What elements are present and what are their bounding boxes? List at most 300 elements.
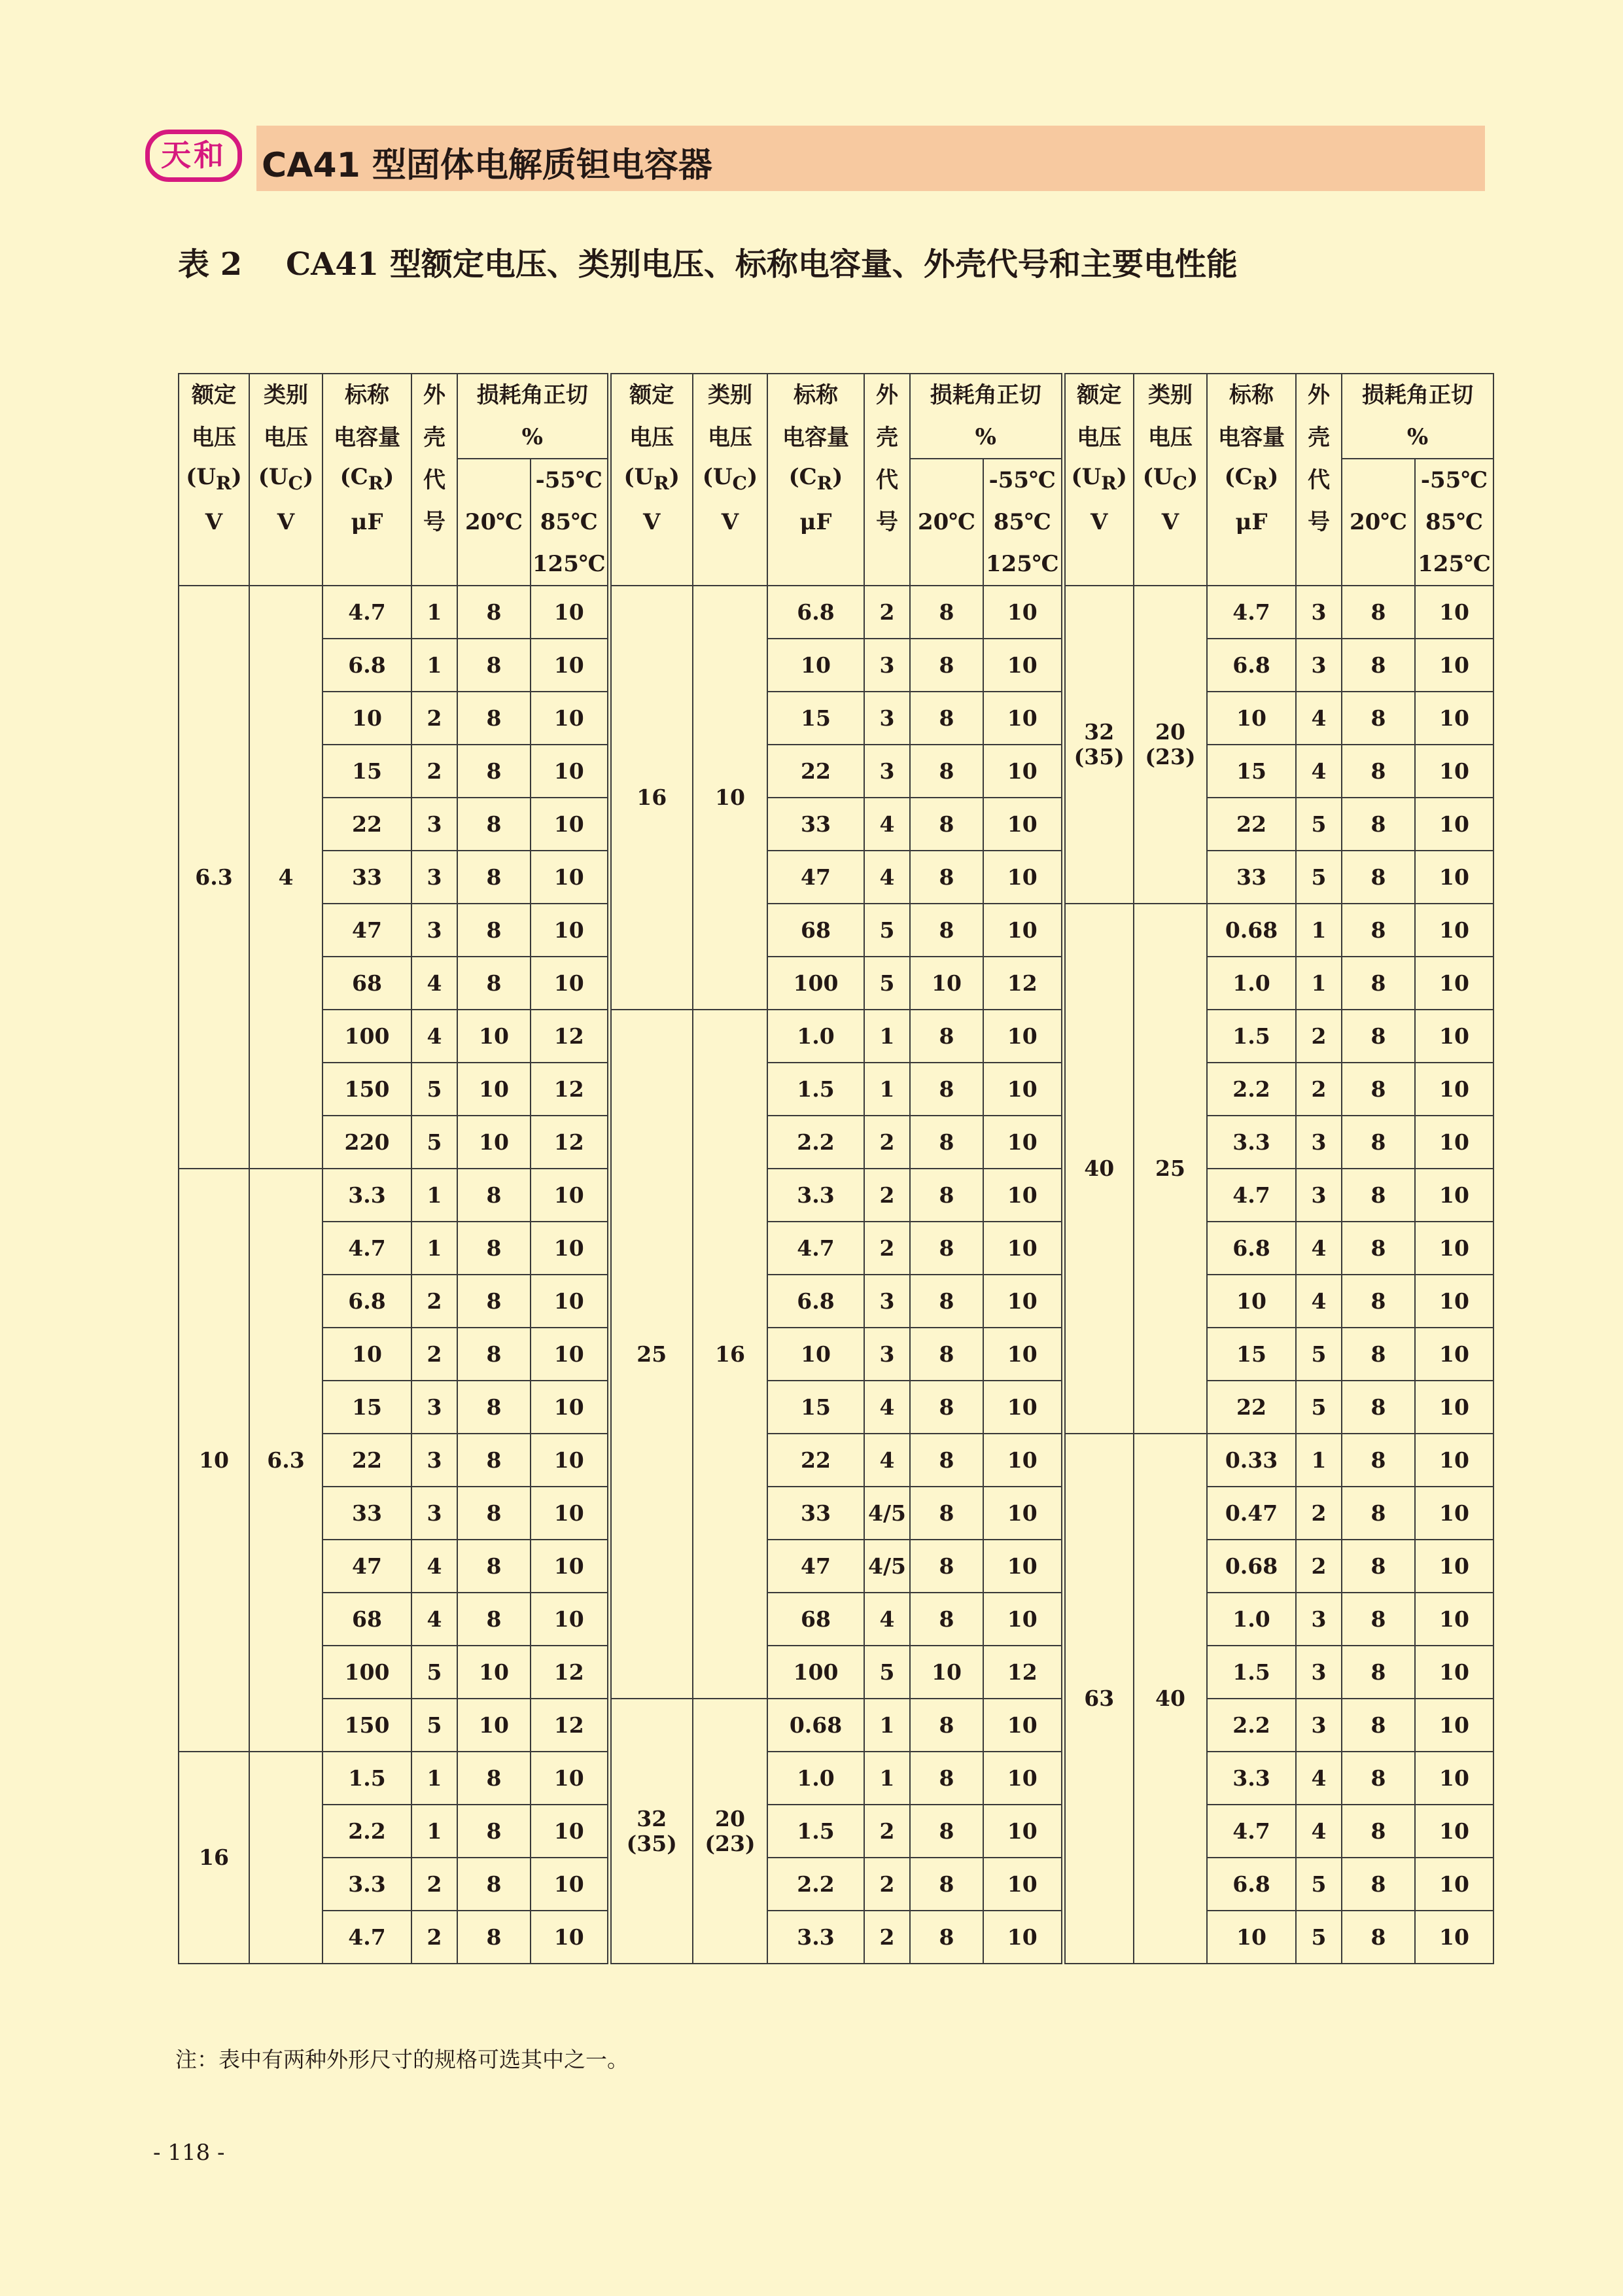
case-code-cell: 3 <box>1296 586 1342 639</box>
capacitance-cell: 33 <box>767 1487 864 1540</box>
header-loss-tangent: 损耗角正切 <box>910 374 1063 416</box>
capacitance-cell: 22 <box>767 745 864 798</box>
header-case-code: 壳 <box>864 416 910 459</box>
header-rated-voltage <box>179 543 249 586</box>
tan-range-cell: 10 <box>1415 851 1493 904</box>
capacitance-cell: 15 <box>323 745 411 798</box>
case-code-cell: 4 <box>1296 1275 1342 1328</box>
tan-20-cell: 8 <box>457 1805 531 1858</box>
tan-20-cell: 8 <box>1342 798 1415 851</box>
capacitance-cell: 6.8 <box>1207 1858 1296 1911</box>
capacitance-cell: 1.5 <box>767 1063 864 1116</box>
tan-20-cell: 8 <box>1342 1646 1415 1699</box>
capacitance-cell: 1.5 <box>1207 1010 1296 1063</box>
tan-range-cell: 10 <box>531 1911 609 1964</box>
capacitance-cell: 33 <box>767 798 864 851</box>
header-rated-voltage: 电压 <box>1063 416 1134 459</box>
tan-20-cell: 8 <box>1342 1487 1415 1540</box>
case-code-cell: 5 <box>411 1646 457 1699</box>
header-case-code: 号 <box>864 501 910 543</box>
header-case-code <box>1296 543 1342 586</box>
header-case-code: 壳 <box>411 416 457 459</box>
rated-voltage-cell: 32 (35) <box>609 1699 693 1964</box>
tan-range-cell: 12 <box>531 1116 609 1169</box>
table-row <box>179 1487 1493 1540</box>
case-code-cell: 5 <box>411 1116 457 1169</box>
case-code-cell: 3 <box>864 745 910 798</box>
tan-range-cell: 10 <box>531 692 609 745</box>
header-rated-voltage: $(U_R)$ <box>179 459 249 501</box>
header-category-voltage: V <box>1134 501 1207 543</box>
capacitance-cell: 0.33 <box>1207 1434 1296 1487</box>
tan-20-cell: 10 <box>457 1116 531 1169</box>
capacitance-cell: 2.2 <box>1207 1063 1296 1116</box>
header-case-code: 外 <box>1296 374 1342 416</box>
table-row <box>179 1169 1493 1222</box>
tan-20-cell: 8 <box>457 851 531 904</box>
table-row <box>179 1911 1493 1964</box>
header-capacitance: 电容量 <box>323 416 411 459</box>
tan-20-cell: 8 <box>457 1911 531 1964</box>
case-code-cell: 4 <box>864 1434 910 1487</box>
tan-range-cell: 10 <box>531 1169 609 1222</box>
tan-20-cell: 10 <box>457 1010 531 1063</box>
capacitance-cell: 2.2 <box>767 1858 864 1911</box>
tan-range-cell: 10 <box>983 1858 1063 1911</box>
case-code-cell: 4 <box>411 1593 457 1646</box>
tan-range-cell: 10 <box>531 798 609 851</box>
case-code-cell: 2 <box>411 1858 457 1911</box>
capacitance-cell: 6.8 <box>1207 1222 1296 1275</box>
capacitance-cell: 1.0 <box>1207 957 1296 1010</box>
tan-20-cell: 8 <box>457 692 531 745</box>
tan-20-cell: 8 <box>910 639 983 692</box>
capacitance-cell: 68 <box>767 904 864 957</box>
header-case-code: 外 <box>411 374 457 416</box>
tan-20-cell: 8 <box>910 1328 983 1381</box>
header-row <box>179 501 1493 543</box>
case-code-cell: 3 <box>864 1275 910 1328</box>
header-capacitance: $(C_R)$ <box>1207 459 1296 501</box>
case-code-cell: 4/5 <box>864 1540 910 1593</box>
header-category-voltage: 电压 <box>1134 416 1207 459</box>
tan-range-cell: 10 <box>531 1381 609 1434</box>
tan-20-cell: 8 <box>457 904 531 957</box>
tan-20-cell: 8 <box>1342 1381 1415 1434</box>
capacitance-cell: 1.5 <box>767 1805 864 1858</box>
tan-range-cell: 10 <box>531 1593 609 1646</box>
capacitance-cell: 4.7 <box>1207 1169 1296 1222</box>
header-row <box>179 459 1493 501</box>
tan-20-cell: 8 <box>910 904 983 957</box>
category-voltage-cell: 20 (23) <box>1134 586 1207 904</box>
capacitance-cell: 47 <box>323 1540 411 1593</box>
tan-range-cell: 10 <box>1415 1381 1493 1434</box>
tan-range-cell: 12 <box>531 1063 609 1116</box>
table-row <box>179 745 1493 798</box>
case-code-cell: 2 <box>864 1805 910 1858</box>
tan-range-cell: 10 <box>1415 1169 1493 1222</box>
header-temp-20: 20℃ <box>457 459 531 586</box>
case-code-cell: 4 <box>864 798 910 851</box>
case-code-cell: 2 <box>1296 1063 1342 1116</box>
case-code-cell: 5 <box>864 957 910 1010</box>
capacitance-cell: 3.3 <box>323 1858 411 1911</box>
header-capacitance: 标称 <box>767 374 864 416</box>
tan-20-cell: 8 <box>1342 904 1415 957</box>
case-code-cell: 2 <box>411 1328 457 1381</box>
header-category-voltage: 类别 <box>693 374 767 416</box>
rated-voltage-cell: 40 <box>1063 904 1134 1434</box>
rated-voltage-cell: 16 <box>179 1752 249 1964</box>
case-code-cell: 1 <box>411 1169 457 1222</box>
case-code-cell: 1 <box>864 1063 910 1116</box>
table-row <box>179 1063 1493 1116</box>
category-voltage-cell: 6.3 <box>249 1169 323 1752</box>
case-code-cell: 3 <box>411 1487 457 1540</box>
header-capacitance: 电容量 <box>767 416 864 459</box>
capacitance-cell: 4.7 <box>323 1222 411 1275</box>
case-code-cell: 1 <box>864 1752 910 1805</box>
header-capacitance <box>767 543 864 586</box>
tan-range-cell: 10 <box>531 851 609 904</box>
case-code-cell: 5 <box>864 904 910 957</box>
header-loss-tangent: 损耗角正切 <box>457 374 609 416</box>
tan-range-cell: 10 <box>983 1063 1063 1116</box>
tan-range-cell: 10 <box>983 1911 1063 1964</box>
tan-range-cell: 10 <box>983 1540 1063 1593</box>
table-row <box>179 1116 1493 1169</box>
tan-20-cell: 8 <box>1342 1063 1415 1116</box>
header-category-voltage: 电压 <box>249 416 323 459</box>
case-code-cell: 3 <box>864 692 910 745</box>
case-code-cell: 5 <box>864 1646 910 1699</box>
table-row <box>179 1646 1493 1699</box>
tan-20-cell: 8 <box>910 1858 983 1911</box>
case-code-cell: 2 <box>411 692 457 745</box>
header-rated-voltage: V <box>179 501 249 543</box>
tan-range-cell: 10 <box>1415 1646 1493 1699</box>
tan-range-cell: 10 <box>983 851 1063 904</box>
case-code-cell: 1 <box>411 586 457 639</box>
tan-range-cell: 10 <box>1415 745 1493 798</box>
capacitance-cell: 0.68 <box>767 1699 864 1752</box>
tan-20-cell: 8 <box>1342 1434 1415 1487</box>
header-loss-tangent: 损耗角正切 <box>1342 374 1493 416</box>
case-code-cell: 2 <box>864 1116 910 1169</box>
table-row <box>179 798 1493 851</box>
table-row <box>179 1381 1493 1434</box>
tan-20-cell: 10 <box>457 1646 531 1699</box>
tan-range-cell: 10 <box>983 1222 1063 1275</box>
case-code-cell: 1 <box>1296 904 1342 957</box>
tan-range-cell: 12 <box>531 1010 609 1063</box>
header-rated-voltage: $(U_R)$ <box>609 459 693 501</box>
capacitance-cell: 15 <box>767 692 864 745</box>
table-row <box>179 851 1493 904</box>
tan-range-cell: 10 <box>1415 1540 1493 1593</box>
tan-20-cell: 8 <box>457 639 531 692</box>
capacitance-cell: 4.7 <box>767 1222 864 1275</box>
tan-20-cell: 8 <box>457 1434 531 1487</box>
table-row <box>179 1593 1493 1646</box>
tan-20-cell: 8 <box>1342 639 1415 692</box>
tan-range-cell: 10 <box>1415 586 1493 639</box>
tan-20-cell: 8 <box>910 1593 983 1646</box>
capacitance-cell: 10 <box>1207 1275 1296 1328</box>
tan-20-cell: 8 <box>1342 1540 1415 1593</box>
header-temp-20: 20℃ <box>910 459 983 586</box>
case-code-cell: 3 <box>411 1381 457 1434</box>
header-capacitance: μF <box>323 501 411 543</box>
case-code-cell: 4 <box>411 957 457 1010</box>
header-rated-voltage <box>609 543 693 586</box>
table-row <box>179 639 1493 692</box>
header-case-code: 代 <box>864 459 910 501</box>
table-row <box>179 1275 1493 1328</box>
case-code-cell: 5 <box>1296 851 1342 904</box>
header-capacitance: 标称 <box>1207 374 1296 416</box>
tan-range-cell: 10 <box>983 1699 1063 1752</box>
tan-range-cell: 10 <box>983 798 1063 851</box>
header-temp-range: -55℃ <box>531 459 609 501</box>
capacitance-cell: 0.68 <box>1207 1540 1296 1593</box>
tan-20-cell: 8 <box>910 1063 983 1116</box>
case-code-cell: 3 <box>411 904 457 957</box>
case-code-cell: 5 <box>1296 798 1342 851</box>
capacitance-cell: 3.3 <box>767 1169 864 1222</box>
tan-20-cell: 8 <box>1342 1328 1415 1381</box>
tan-20-cell: 8 <box>910 1805 983 1858</box>
capacitance-cell: 33 <box>1207 851 1296 904</box>
tan-20-cell: 8 <box>910 745 983 798</box>
tan-20-cell: 8 <box>910 1540 983 1593</box>
header-case-code: 代 <box>411 459 457 501</box>
category-voltage-cell: 10 <box>693 586 767 1010</box>
header-case-code <box>864 543 910 586</box>
tan-20-cell: 8 <box>910 1381 983 1434</box>
header-capacitance: 标称 <box>323 374 411 416</box>
tan-range-cell: 10 <box>983 1116 1063 1169</box>
capacitance-cell: 1.0 <box>1207 1593 1296 1646</box>
tan-20-cell: 8 <box>1342 1222 1415 1275</box>
case-code-cell: 5 <box>411 1063 457 1116</box>
tan-20-cell: 8 <box>457 1222 531 1275</box>
tan-20-cell: 8 <box>457 1275 531 1328</box>
capacitance-cell: 100 <box>323 1646 411 1699</box>
tan-20-cell: 8 <box>1342 1699 1415 1752</box>
header-capacitance <box>323 543 411 586</box>
tan-20-cell: 8 <box>910 851 983 904</box>
header-category-voltage: V <box>693 501 767 543</box>
capacitance-cell: 33 <box>323 851 411 904</box>
tan-range-cell: 10 <box>983 1169 1063 1222</box>
case-code-cell: 2 <box>864 1169 910 1222</box>
capacitance-cell: 4.7 <box>1207 1805 1296 1858</box>
capacitance-cell: 0.47 <box>1207 1487 1296 1540</box>
header-rated-voltage: V <box>609 501 693 543</box>
case-code-cell: 1 <box>864 1699 910 1752</box>
tan-range-cell: 10 <box>531 904 609 957</box>
case-code-cell: 2 <box>411 1911 457 1964</box>
tan-20-cell: 8 <box>910 1275 983 1328</box>
case-code-cell: 5 <box>1296 1381 1342 1434</box>
tan-20-cell: 8 <box>1342 957 1415 1010</box>
capacitance-cell: 22 <box>1207 1381 1296 1434</box>
header-loss-tangent-unit: % <box>910 416 1063 459</box>
tan-20-cell: 8 <box>1342 586 1415 639</box>
tan-range-cell: 10 <box>983 586 1063 639</box>
capacitance-cell: 47 <box>767 851 864 904</box>
tan-20-cell: 8 <box>457 586 531 639</box>
case-code-cell: 2 <box>1296 1540 1342 1593</box>
header-category-voltage <box>693 543 767 586</box>
tan-range-cell: 10 <box>1415 1593 1493 1646</box>
header-rated-voltage: 电压 <box>609 416 693 459</box>
header-case-code: 号 <box>1296 501 1342 543</box>
capacitance-cell: 100 <box>767 1646 864 1699</box>
case-code-cell: 2 <box>1296 1010 1342 1063</box>
capacitance-cell: 6.8 <box>1207 639 1296 692</box>
tan-range-cell: 10 <box>531 1434 609 1487</box>
tan-20-cell: 8 <box>1342 851 1415 904</box>
capacitance-cell: 10 <box>767 639 864 692</box>
case-code-cell: 1 <box>1296 1434 1342 1487</box>
table-caption: 表 2 CA41 型额定电压、类别电压、标称电容量、外壳代号和主要电性能 <box>178 246 1238 283</box>
capacitance-cell: 22 <box>767 1434 864 1487</box>
case-code-cell: 4/5 <box>864 1487 910 1540</box>
tan-20-cell: 8 <box>457 1593 531 1646</box>
header-temp-range: -55℃ <box>1415 459 1493 501</box>
case-code-cell: 3 <box>864 1328 910 1381</box>
tan-range-cell: 10 <box>1415 1275 1493 1328</box>
tan-20-cell: 8 <box>1342 745 1415 798</box>
table-row <box>179 904 1493 957</box>
capacitance-cell: 2.2 <box>767 1116 864 1169</box>
capacitance-cell: 10 <box>1207 692 1296 745</box>
tan-20-cell: 8 <box>1342 1010 1415 1063</box>
tan-range-cell: 10 <box>531 1275 609 1328</box>
tan-20-cell: 8 <box>910 586 983 639</box>
capacitance-cell: 6.8 <box>323 639 411 692</box>
table-row <box>179 586 1493 639</box>
case-code-cell: 3 <box>1296 639 1342 692</box>
tan-20-cell: 8 <box>910 1010 983 1063</box>
capacitance-cell: 3.3 <box>1207 1116 1296 1169</box>
tan-20-cell: 8 <box>457 1487 531 1540</box>
capacitance-cell: 47 <box>767 1540 864 1593</box>
capacitance-cell: 22 <box>323 798 411 851</box>
table-row <box>179 1222 1493 1275</box>
header-capacitance: $(C_R)$ <box>323 459 411 501</box>
tan-range-cell: 10 <box>983 745 1063 798</box>
header-category-voltage <box>1134 543 1207 586</box>
tan-range-cell: 10 <box>1415 1116 1493 1169</box>
capacitance-cell: 3.3 <box>1207 1752 1296 1805</box>
page-number: - 118 - <box>153 2140 225 2166</box>
header-category-voltage <box>249 543 323 586</box>
tan-range-cell: 10 <box>1415 1911 1493 1964</box>
capacitance-cell: 4.7 <box>323 1911 411 1964</box>
case-code-cell: 3 <box>411 851 457 904</box>
tan-20-cell: 8 <box>910 1699 983 1752</box>
tan-range-cell: 10 <box>531 1858 609 1911</box>
tan-20-cell: 8 <box>1342 1911 1415 1964</box>
rated-voltage-cell: 6.3 <box>179 586 249 1169</box>
tan-range-cell: 10 <box>531 1222 609 1275</box>
header-case-code <box>411 543 457 586</box>
tan-20-cell: 8 <box>457 957 531 1010</box>
case-code-cell: 1 <box>411 1222 457 1275</box>
header-category-voltage: $(U_C)$ <box>1134 459 1207 501</box>
tan-range-cell: 10 <box>1415 692 1493 745</box>
header-category-voltage: V <box>249 501 323 543</box>
header-capacitance: μF <box>767 501 864 543</box>
tan-20-cell: 8 <box>910 1116 983 1169</box>
capacitance-cell: 47 <box>323 904 411 957</box>
tan-20-cell: 8 <box>1342 1858 1415 1911</box>
capacitance-cell: 6.8 <box>323 1275 411 1328</box>
case-code-cell: 4 <box>1296 692 1342 745</box>
tan-20-cell: 8 <box>1342 1593 1415 1646</box>
tan-20-cell: 8 <box>910 1169 983 1222</box>
capacitance-cell: 1.5 <box>323 1752 411 1805</box>
header-temp-range: -55℃ <box>983 459 1063 501</box>
case-code-cell: 3 <box>1296 1169 1342 1222</box>
tan-range-cell: 10 <box>1415 1010 1493 1063</box>
tan-range-cell: 10 <box>1415 904 1493 957</box>
rated-voltage-cell: 10 <box>179 1169 249 1752</box>
table-row <box>179 1328 1493 1381</box>
capacitance-cell: 150 <box>323 1063 411 1116</box>
tan-20-cell: 8 <box>910 1434 983 1487</box>
rated-voltage-cell: 63 <box>1063 1434 1134 1964</box>
capacitance-cell: 6.8 <box>767 586 864 639</box>
capacitance-cell: 6.8 <box>767 1275 864 1328</box>
capacitance-cell: 3.3 <box>323 1169 411 1222</box>
capacitance-cell: 15 <box>1207 1328 1296 1381</box>
table-row <box>179 1540 1493 1593</box>
case-code-cell: 3 <box>1296 1699 1342 1752</box>
tan-20-cell: 8 <box>910 1487 983 1540</box>
case-code-cell: 2 <box>411 1275 457 1328</box>
capacitance-cell: 4.7 <box>323 586 411 639</box>
capacitance-cell: 10 <box>1207 1911 1296 1964</box>
capacitance-cell: 68 <box>767 1593 864 1646</box>
tan-20-cell: 8 <box>910 1911 983 1964</box>
tan-range-cell: 10 <box>1415 1858 1493 1911</box>
header-capacitance: 电容量 <box>1207 416 1296 459</box>
tan-range-cell: 12 <box>983 957 1063 1010</box>
case-code-cell: 2 <box>411 745 457 798</box>
capacitance-cell: 220 <box>323 1116 411 1169</box>
tan-range-cell: 10 <box>983 1275 1063 1328</box>
case-code-cell: 3 <box>1296 1646 1342 1699</box>
rated-voltage-cell: 25 <box>609 1010 693 1699</box>
capacitance-cell: 1.0 <box>767 1010 864 1063</box>
capacitance-cell: 2.2 <box>323 1805 411 1858</box>
tan-20-cell: 8 <box>1342 1275 1415 1328</box>
case-code-cell: 4 <box>411 1540 457 1593</box>
tan-20-cell: 8 <box>910 692 983 745</box>
case-code-cell: 5 <box>1296 1328 1342 1381</box>
tan-20-cell: 8 <box>910 798 983 851</box>
tan-20-cell: 8 <box>1342 1752 1415 1805</box>
tan-range-cell: 10 <box>1415 1752 1493 1805</box>
tan-20-cell: 8 <box>457 1540 531 1593</box>
tan-range-cell: 10 <box>1415 1487 1493 1540</box>
capacitance-cell: 15 <box>1207 745 1296 798</box>
